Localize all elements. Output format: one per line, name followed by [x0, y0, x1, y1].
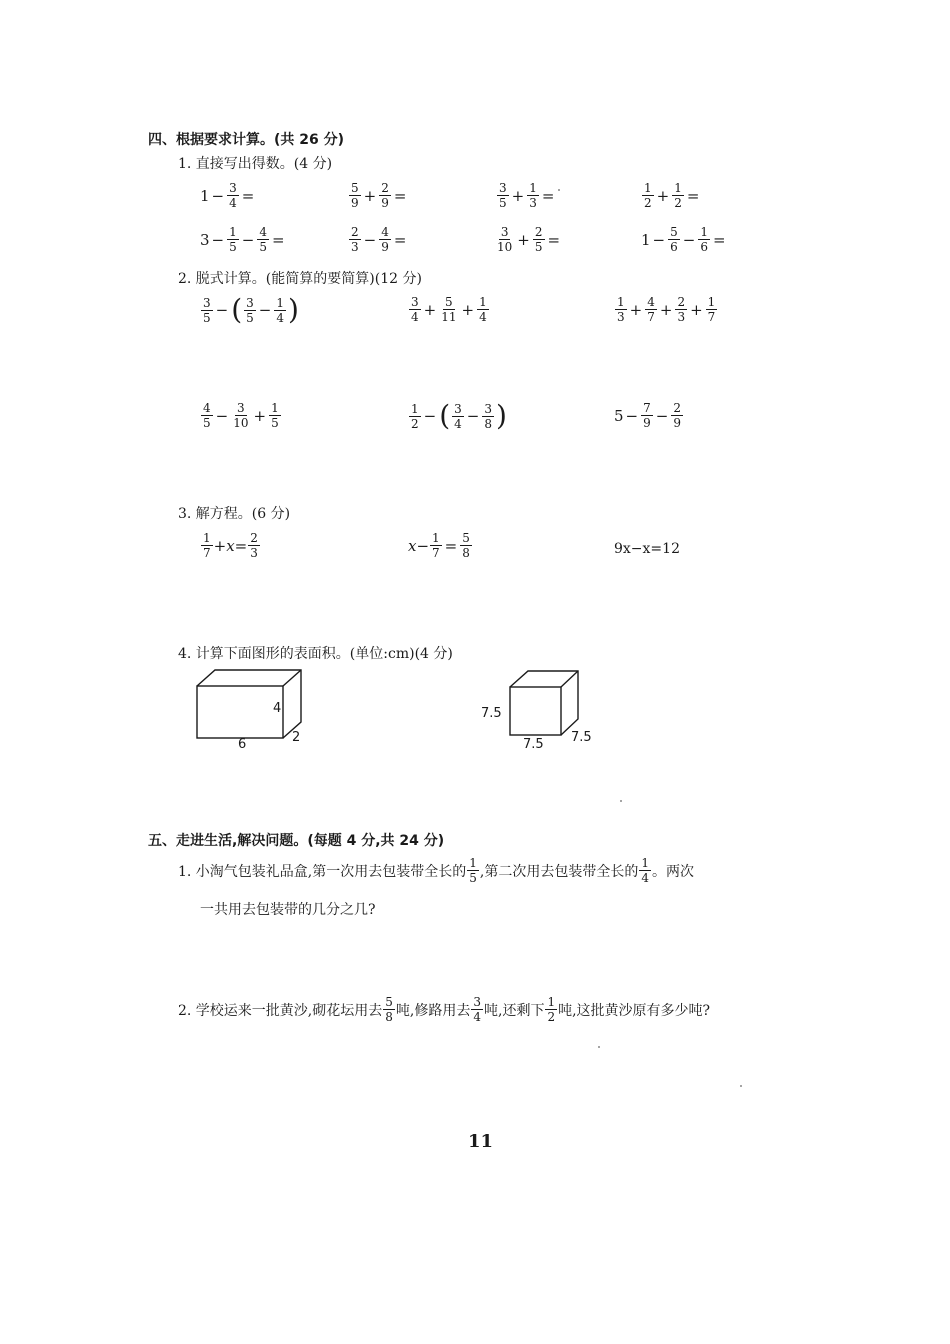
cuboid-figure — [190, 668, 320, 758]
q1-expr-4: $\frac{1}{2}$ + $\frac{1}{2}$ = — [644, 181, 700, 210]
q2-title: 2. 脱式计算。(能简算的要简算)(12 分) — [178, 271, 422, 287]
q2-expr-4: $\frac{4}{5}$ − $\frac{3}{10}$ + $\frac{1}{5}$ — [203, 401, 279, 430]
cuboid-length-label: 6 — [238, 737, 247, 752]
problem-1-line-1: 1. 小淘气包装礼品盒,第一次用去包装带全长的 $\frac{1}{5}$ ,第二次用去包装带全长的 $\frac{1}{4}$ 。两次 — [178, 856, 694, 885]
q1-expr-3: $\frac{3}{5}$ + $\frac{1}{3}$ = — [499, 181, 555, 210]
q1-expr-7: $\frac{3}{10}$ + $\frac{2}{5}$ = — [497, 225, 561, 254]
q4-title: 4. 计算下面图形的表面积。(单位:cm)(4 分) — [178, 646, 453, 662]
section-5-title: 五、走进生活,解决问题。(每题 4 分,共 24 分) — [148, 833, 445, 849]
cube-left-label: 7.5 — [481, 706, 502, 721]
problem-2: 2. 学校运来一批黄沙,砌花坛用去 $\frac{5}{8}$ 吨,修路用去 $\frac{3}{4}$ 吨,还剩下 $\frac{1}{2}$ 吨,这批黄沙原有多少吨? — [178, 995, 711, 1024]
q2-expr-5: $\frac{1}{2}$ − ( $\frac{3}{4}$ − $\frac{3}{8}$ ) — [411, 399, 507, 432]
q2-expr-1: $\frac{3}{5}$ − ( $\frac{3}{5}$ − $\frac{1}{4}$ ) — [203, 293, 299, 326]
scan-speck — [598, 1046, 600, 1048]
q1-expr-6: $\frac{2}{3}$ − $\frac{4}{9}$ = — [351, 225, 407, 254]
q1-expr-2: $\frac{5}{9}$ + $\frac{2}{9}$ = — [351, 181, 407, 210]
q1-title: 1. 直接写出得数。(4 分) — [178, 156, 333, 172]
q2-expr-2: $\frac{3}{4}$ + $\frac{5}{11}$ + $\frac{1}{4}$ — [411, 295, 487, 324]
q3-equation-2: x− $\frac{1}{7}$ = $\frac{5}{8}$ — [408, 531, 470, 560]
q3-title: 3. 解方程。(6 分) — [178, 506, 291, 522]
scan-speck — [620, 800, 622, 802]
problem-1-line-2: 一共用去包装带的几分之几? — [200, 902, 376, 918]
section-4-title: 四、根据要求计算。(共 26 分) — [148, 132, 345, 148]
scan-speck — [558, 189, 560, 191]
cube-right-label: 7.5 — [571, 730, 592, 745]
q2-expr-3: $\frac{1}{3}$ + $\frac{4}{7}$ + $\frac{2}{3}$ + $\frac{1}{7}$ — [617, 295, 716, 324]
scan-speck — [740, 1085, 742, 1087]
q1-expr-8: 1 − $\frac{5}{6}$ − $\frac{1}{6}$ = — [641, 225, 726, 254]
q3-equation-3: 9x−x=12 — [614, 541, 680, 557]
q1-expr-1: 1 − $\frac{3}{4}$ = — [200, 181, 255, 210]
q3-equation-1: $\frac{1}{7}$ +x= $\frac{2}{3}$ — [203, 531, 258, 560]
cuboid-height-label: 4 — [273, 701, 282, 716]
page-number: 11 — [468, 1131, 494, 1152]
cube-bottom-label: 7.5 — [523, 737, 544, 752]
q1-expr-5: 3 − $\frac{1}{5}$ − $\frac{4}{5}$ = — [200, 225, 285, 254]
cuboid-width-label: 2 — [292, 730, 301, 745]
q2-expr-6: 5 − $\frac{7}{9}$ − $\frac{2}{9}$ — [614, 401, 681, 430]
